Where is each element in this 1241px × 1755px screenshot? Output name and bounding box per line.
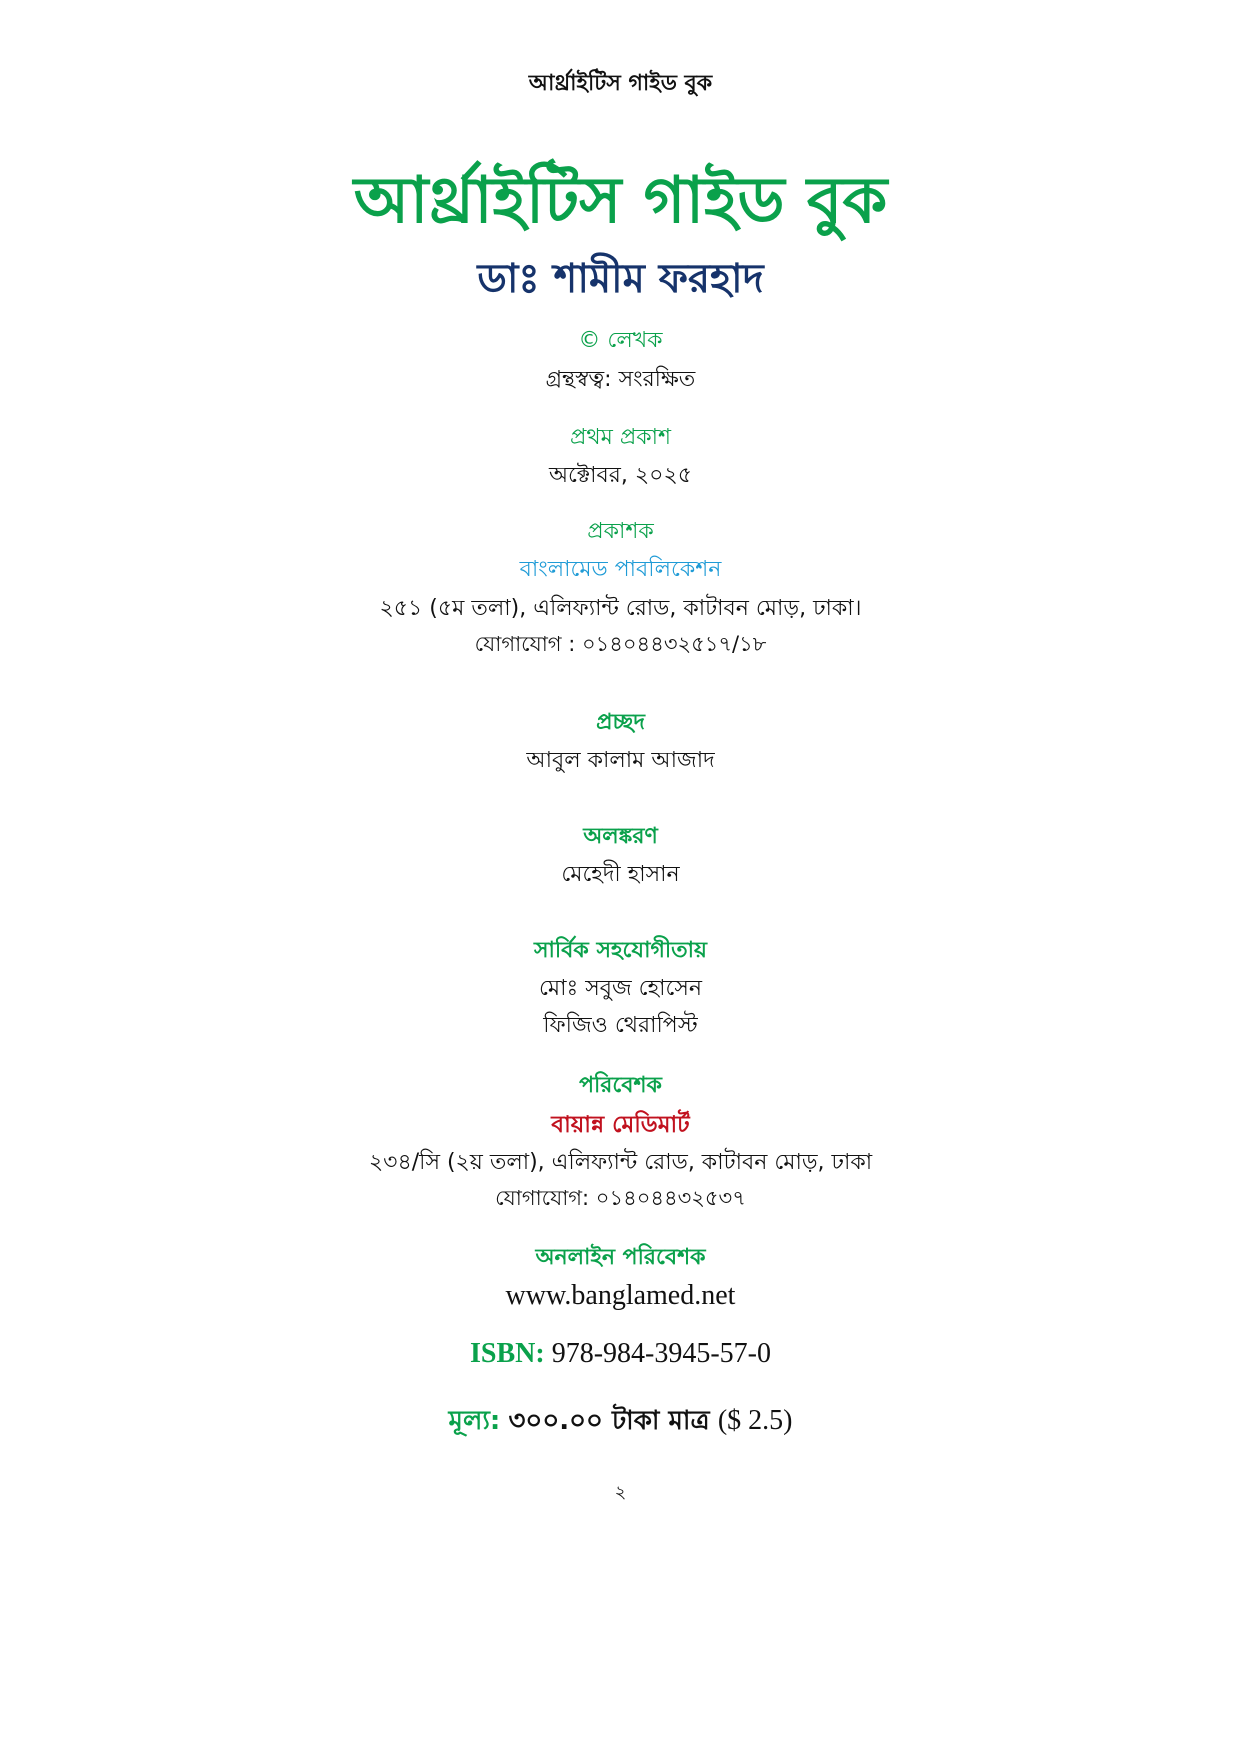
cooperation-role: ফিজিও থেরাপিস্ট (543, 1013, 698, 1038)
distributor-name: বায়ান্ন মেডিমার্ট (551, 1112, 690, 1138)
distributor-address: ২৩৪/সি (২য় তলা), এলিফ্যান্ট রোড, কাটাবন মোড়, ঢাকা (368, 1150, 873, 1175)
price-usd: ($ 2.5) (717, 1405, 793, 1436)
cooperation-label: সার্বিক সহযোগীতায় (533, 938, 708, 963)
isbn-label: ISBN: (470, 1338, 545, 1369)
isbn-value: 978-984-3945-57-0 (551, 1338, 771, 1369)
page-number: ২ (614, 1482, 627, 1503)
first-publication-value: অক্টোবর, ২০২৫ (548, 463, 693, 488)
distributor-label: পরিবেশক (579, 1073, 662, 1098)
price-line (0, 1400, 1241, 1444)
isbn-line (0, 1338, 1241, 1370)
online-distributor-label: অনলাইন পরিবেশক (535, 1245, 706, 1270)
publisher-label: প্রকাশক (587, 519, 654, 544)
author-name: ডাঃ শামীম ফরহাদ (477, 256, 764, 302)
distributor-contact: যোগাযোগ: ০১৪০৪৪৩২৫৩৭ (495, 1186, 746, 1210)
first-publication-label: প্রথম প্রকাশ (569, 425, 672, 450)
running-header: আর্থ্রাইটিস গাইড বুক (528, 71, 713, 96)
publisher-name: বাংলামেড পাবলিকেশন (519, 557, 722, 582)
website-link[interactable]: www.banglamed.net (505, 1280, 736, 1311)
copyright-label: © লেখক (578, 328, 663, 353)
publisher-address: ২৫১ (৫ম তলা), এলিফ্যান্ট রোড, কাটাবন মোড়, ঢাকা। (379, 596, 862, 621)
copyright-value: গ্রন্থস্বত্ব: সংরক্ষিত (545, 367, 696, 392)
illustration-label: অলঙ্করণ (583, 824, 658, 849)
book-title: আর্থ্রাইটিস গাইড বুক (353, 164, 888, 238)
publisher-contact: যোগাযোগ : ০১৪০৪৪৩২৫১৭/১৮ (474, 632, 767, 656)
illustrator: মেহেদী হাসান (561, 862, 680, 887)
price-value: ৩০০.০০ টাকা মাত্র (508, 1406, 710, 1436)
cooperation-name: মোঃ সবুজ হোসেন (538, 976, 703, 1001)
cover-label: প্রচ্ছদ (596, 710, 645, 735)
price-label: মূল্য: (448, 1406, 501, 1436)
cover-designer: আবুল কালাম আজাদ (526, 748, 715, 773)
